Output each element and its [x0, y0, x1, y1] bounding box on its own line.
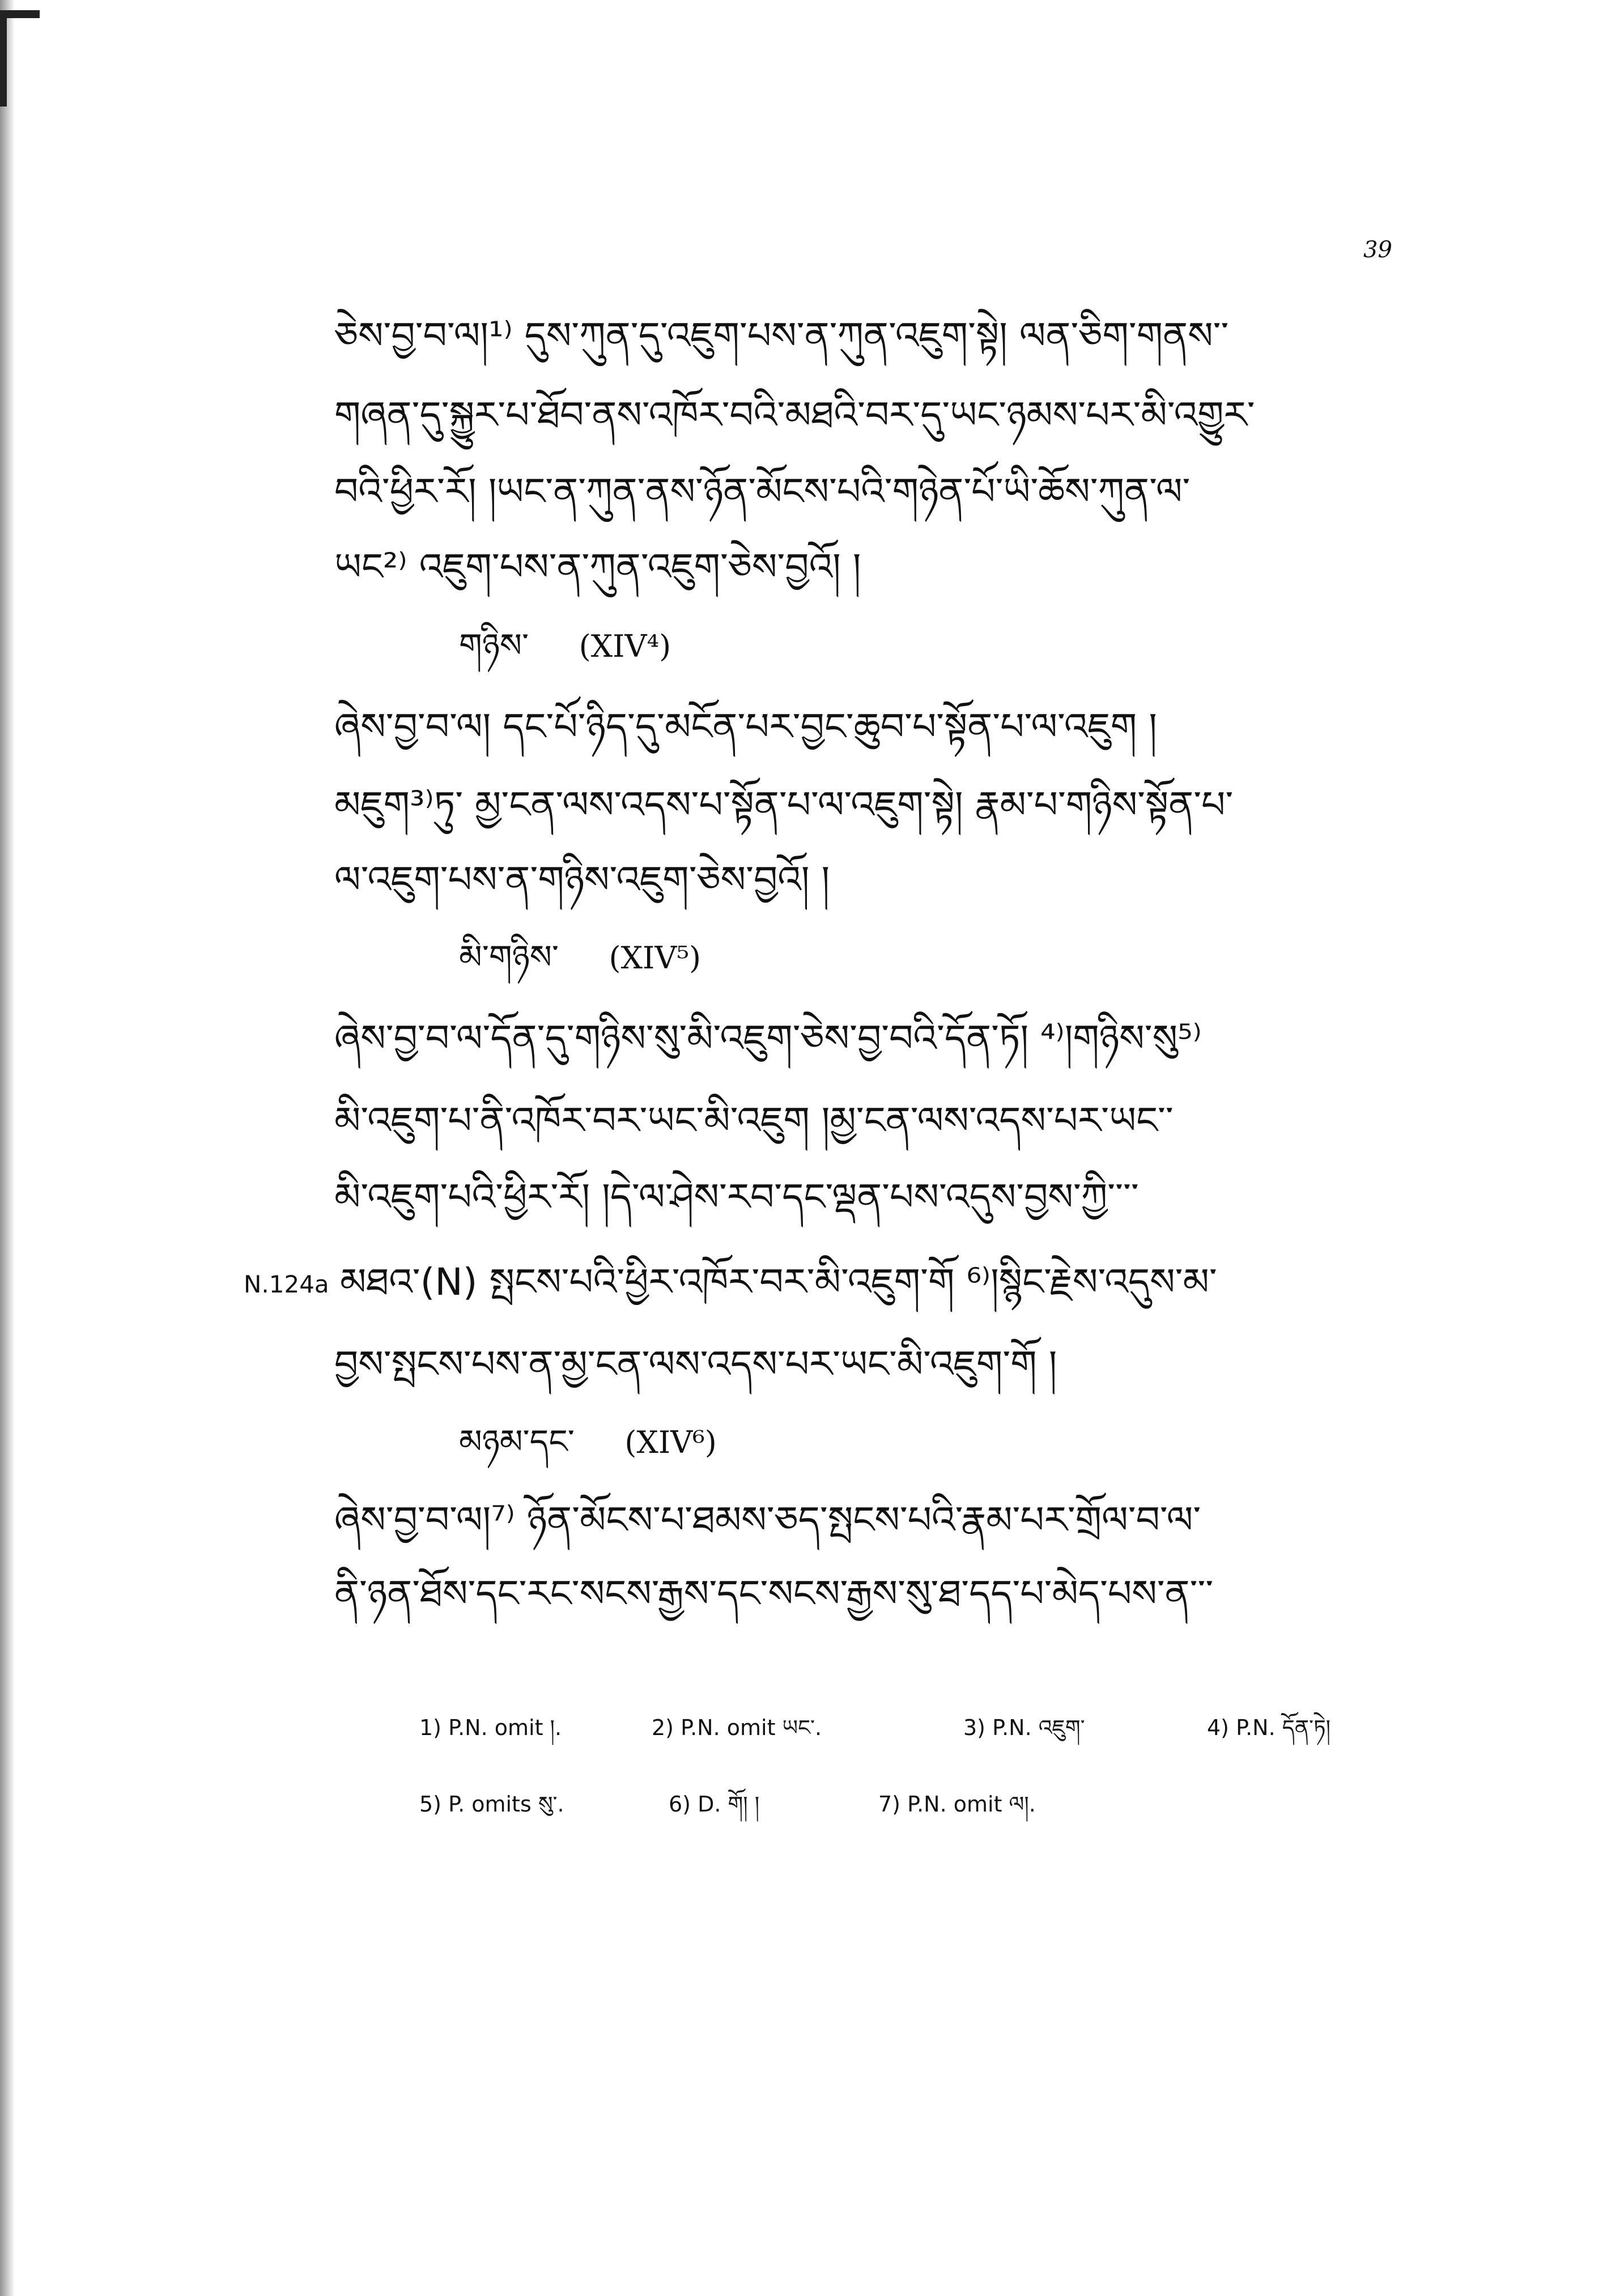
text-line: ཅེས་བྱ་བ་ལ།¹⁾ དུས་ཀུན་དུ་འཇུག་པས་ན་ཀུན་འཇུག་སྟེ། ལན་ཅིག་གནས་་	[334, 314, 1229, 358]
footnote: 1) P.N. omit །.	[419, 1715, 562, 1740]
text-line: ལ་འཇུག་པས་ན་གཉིས་འཇུག་ཅེས་བྱའོ། །	[334, 858, 830, 902]
section-heading	[459, 626, 671, 665]
text-line: མི་འཇུག་པ་ནི་འཁོར་བར་ཡང་མི་འཇུག །མྱ་ངན་ལས་འདས་པར་ཡང་་	[334, 1099, 1174, 1142]
section-heading	[459, 938, 702, 976]
section-heading-number: (XIV⁶)	[624, 1425, 717, 1460]
text-line: གཞན་དུ་སྐྱུར་པ་ཐོབ་ནས་འཁོར་བའི་མཐའི་བར་དུ་ཡང་ཉམས་པར་མི་འགྱུར་	[334, 393, 1255, 437]
text-line: མཐའ་(N) སྤངས་པའི་ཕྱིར་འཁོར་བར་མི་འཇུག་གོ ⁶⁾།སྙིང་རྗེས་འདུས་མ་	[340, 1260, 1217, 1304]
section-heading	[459, 1422, 717, 1461]
footnote: 3) P.N. འཇུག་	[963, 1715, 1085, 1740]
section-heading-number: (XIV⁴)	[579, 628, 671, 664]
footnote: 2) P.N. omit ཡང་.	[652, 1715, 822, 1740]
section-heading-label: མི་གཉིས་	[459, 938, 559, 976]
section-heading-label: མཉམ་དང་	[459, 1422, 575, 1461]
section-heading-label: གཉིས་	[459, 626, 529, 665]
text-line: བའི་ཕྱིར་རོ། །ཡང་ན་ཀུན་ནས་ཉོན་མོངས་པའི་གཉེན་པོ་ཡི་ཆོས་ཀུན་ལ་	[334, 470, 1191, 513]
text-line: ཞེས་བྱ་བ་ལ་དོན་དུ་གཉིས་སུ་མི་འཇུག་ཅེས་བྱ་བའི་དོན་ཏོ། ⁴⁾།གཉིས་སུ⁵⁾	[334, 1017, 1202, 1060]
text-line: མཇུག³⁾ཏུ་ མྱ་ངན་ལས་འདས་པ་སྟོན་པ་ལ་འཇུག་སྟེ། རྣམ་པ་གཉིས་སྟོན་པ་	[334, 783, 1234, 827]
footnote: 7) P.N. omit ལ།.	[878, 1792, 1036, 1817]
margin-folio-reference: N.124a	[244, 1270, 329, 1298]
text-line: ནི་ཉན་ཐོས་དང་རང་སངས་རྒྱས་དང་སངས་རྒྱས་སུ་ཐ་དད་པ་མེད་པས་ན་་་	[334, 1572, 1214, 1615]
binding-shadow	[0, 0, 15, 2296]
text-line: མི་འཇུག་པའི་ཕྱིར་རོ། །དེ་ལ་ཤེས་རབ་དང་ལྡན་པས་འདུས་བྱས་ཀྱི་་་་	[334, 1175, 1139, 1219]
text-line: ཞེས་བྱ་བ་ལ།⁷⁾ ཉོན་མོངས་པ་ཐམས་ཅད་སྤངས་པའི་རྣམ་པར་གྲོལ་བ་ལ་	[334, 1498, 1201, 1542]
text-line: བྱས་སྤངས་པས་ན་མྱ་ངན་ལས་འདས་པར་ཡང་མི་འཇུག་གོ །	[334, 1342, 1057, 1386]
page-number: 39	[1363, 237, 1392, 263]
footnote: 6) D. གོ། །	[669, 1792, 760, 1817]
corner-mark-vertical	[0, 10, 7, 107]
text-line: ཡང²⁾ འཇུག་པས་ན་ཀུན་འཇུག་ཅེས་བྱའོ། །	[334, 545, 861, 589]
footnote: 5) P. omits སུ་.	[419, 1792, 564, 1817]
section-heading-number: (XIV⁵)	[609, 940, 702, 976]
footnote: 4) P.N. དོན་ཏེ།	[1207, 1715, 1331, 1740]
text-line: ཞེས་བྱ་བ་ལ། དང་པོ་ཉིད་དུ་མངོན་པར་བྱང་ཆུབ་པ་སྟོན་པ་ལ་འཇུག །	[334, 705, 1157, 749]
